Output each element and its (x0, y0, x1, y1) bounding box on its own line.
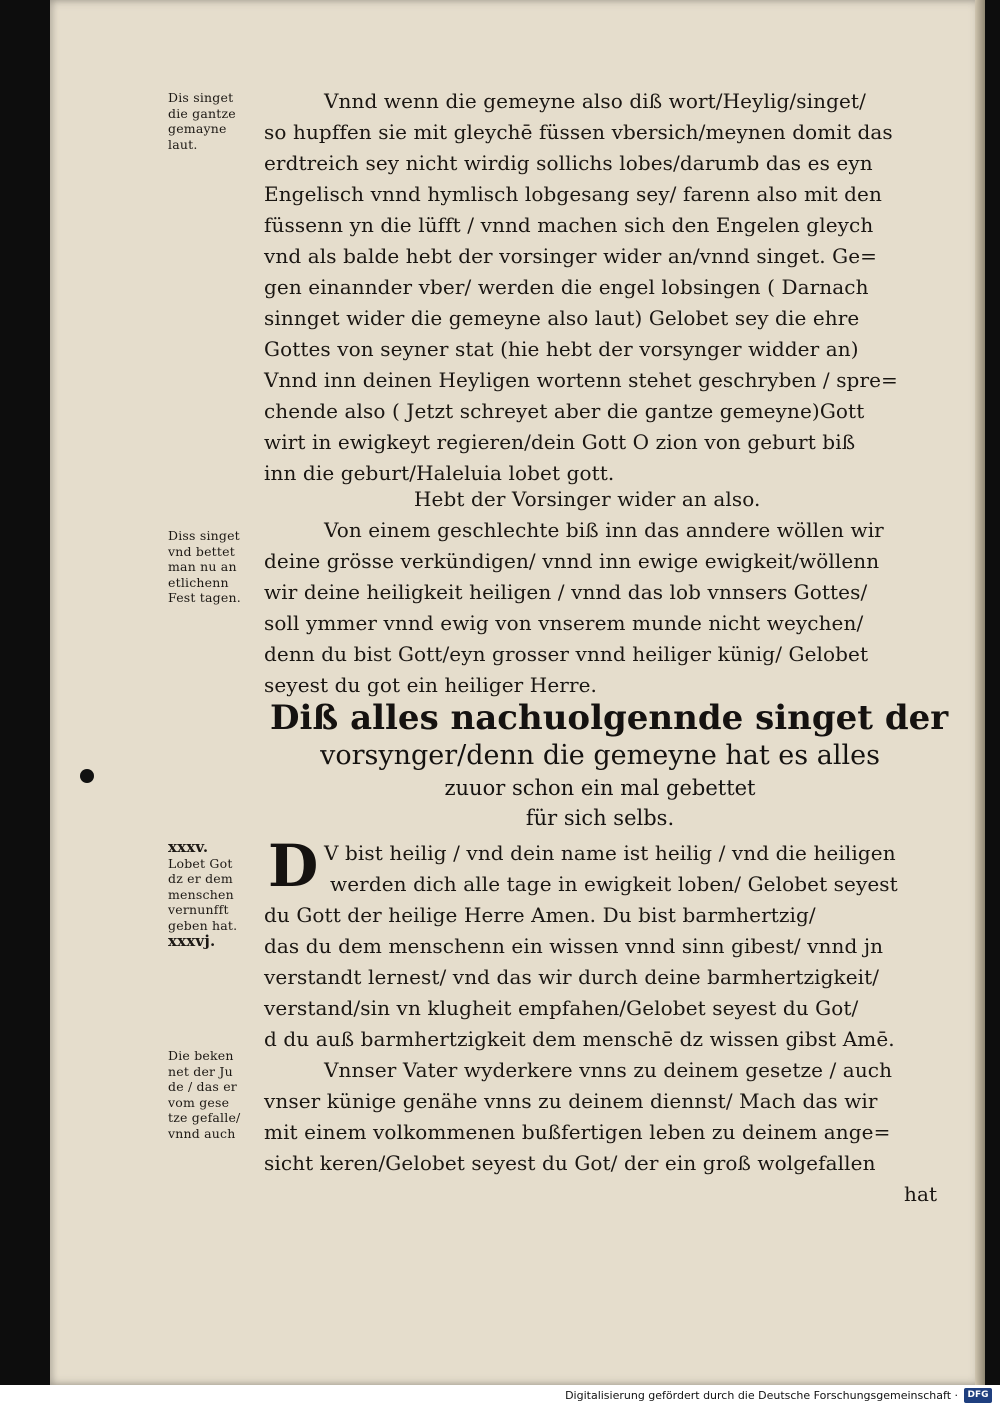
margin-note-line: vernunfft (168, 902, 229, 918)
body-text-line: Engelisch vnnd hymlisch lobgesang sey/ farenn also mit den (264, 182, 882, 206)
body-text-line: d du auß barmhertzigkeit dem menschē dz wissen gibst Amē. (264, 1027, 895, 1051)
section-heading-line: vorsynger/denn die gemeyne hat es alles (320, 740, 880, 771)
body-text-line: Vnnd wenn die gemeyne also diß wort/Heylig/singet/ (324, 89, 866, 113)
body-text-line: Vnnd inn deinen Heyligen wortenn stehet geschryben / spre= (264, 368, 898, 392)
body-text-line: sinnget wider die gemeyne also laut) Gelobet sey die ehre (264, 306, 860, 330)
drop-cap: D (268, 832, 319, 900)
margin-note-line: geben hat. (168, 917, 238, 933)
margin-note-line: net der Ju (168, 1063, 233, 1079)
body-text-line: gen einannder vber/ werden die engel lobsingen ( Darnach (264, 275, 869, 299)
margin-note-line: die gantze (168, 105, 236, 121)
body-text-line: deine grösse verkündigen/ vnnd inn ewige ewigkeit/wöllenn (264, 549, 880, 573)
body-text-line: vnser künige genähe vnns zu deinem diennst/ Mach das wir (264, 1089, 878, 1113)
body-text-line: Vnnser Vater wyderkere vnns zu deinem gesetze / auch (324, 1058, 893, 1082)
body-text-line: inn die geburt/Haleluia lobet gott. (264, 461, 615, 485)
ink-spot (80, 769, 94, 783)
catchword: hat (904, 1182, 938, 1206)
funding-credit: Digitalisierung gefördert durch die Deutsche Forschungsgemeinschaft · (565, 1389, 958, 1402)
margin-note-line: Lobet Got (168, 855, 233, 871)
body-text-line: Von einem geschlechte biß inn das anndere wöllen wir (324, 518, 884, 542)
body-text-line: so hupffen sie mit gleychē füssen vbersich/meynen domit das (264, 120, 893, 144)
margin-note-line: Diss singet (168, 528, 240, 543)
body-text-line: chende also ( Jetzt schreyet aber die gantze gemeyne)Gott (264, 399, 865, 423)
margin-note-line: Fest tagen. (168, 590, 241, 606)
body-text-line: denn du bist Gott/eyn grosser vnnd heiliger künig/ Gelobet (264, 642, 869, 666)
body-text-line: wirt in ewigkeyt regieren/dein Gott O zion von geburt biß (264, 430, 856, 454)
footer-bar (0, 1385, 1000, 1408)
body-text-line: wir deine heiligkeit heiligen / vnnd das lob vnnsers Gottes/ (264, 580, 868, 604)
margin-note-line: vnd bettet (168, 543, 235, 559)
margin-note-line: vnnd auch (168, 1125, 236, 1141)
margin-note-line: dz er dem (168, 871, 233, 887)
margin-note-4 (168, 1048, 262, 1142)
body-text-line: füssenn yn die lüfft / vnnd machen sich den Engelen gleych (264, 213, 874, 237)
body-text-line: V bist heilig / vnd dein name ist heilig / vnd die heiligen (324, 841, 896, 865)
margin-note-line: man nu an (168, 559, 237, 575)
body-text-line: Hebt der Vorsinger wider an also. (414, 487, 761, 511)
body-text-line: seyest du got ein heiliger Herre. (264, 673, 597, 697)
margin-note-2 (168, 528, 262, 606)
margin-note-line: Die beken (168, 1048, 234, 1063)
body-text-line: verstand/sin vn klugheit empfahen/Gelobet seyest du Got/ (264, 996, 859, 1020)
body-text-line: soll ymmer vnnd ewig von vnserem munde nicht weychen/ (264, 611, 864, 635)
margin-note-line: de / das er (168, 1079, 237, 1095)
chapter-number: xxxv. (168, 838, 209, 856)
body-text-line: du Gott der heilige Herre Amen. Du bist barmhertzig/ (264, 903, 816, 927)
margin-note-line: etlichenn (168, 574, 229, 590)
section-heading-line: zuuor schon ein mal gebettet (444, 776, 756, 800)
body-text-line: Gottes von seyner stat (hie hebt der vorsynger widder an) (264, 337, 859, 361)
margin-note-line: tze gefalle/ (168, 1110, 241, 1126)
margin-note-1 (168, 90, 262, 152)
margin-note-line: vom gese (168, 1094, 230, 1110)
margin-note-line: menschen (168, 886, 234, 902)
body-text-line: sicht keren/Gelobet seyest du Got/ der ein groß wolgefallen (264, 1151, 876, 1175)
body-text-line: das du dem menschenn ein wissen vnnd sinn gibest/ vnnd jn (264, 934, 884, 958)
margin-note-line: Dis singet (168, 90, 234, 105)
chapter-number: xxxvj. (168, 931, 216, 950)
body-text-line: werden dich alle tage in ewigkeit loben/ Gelobet seyest (330, 872, 898, 896)
section-heading-line: für sich selbs. (525, 806, 675, 830)
margin-note-line: gemayne (168, 121, 227, 137)
body-text-line: erdtreich sey nicht wirdig sollichs lobes/darumb das es eyn (264, 151, 873, 175)
body-text-line: vnd als balde hebt der vorsinger wider an/vnnd singet. Ge= (264, 244, 878, 268)
margin-note-3 (168, 840, 262, 949)
body-text-line: mit einem volkommenen bußfertigen leben zu deinem ange= (264, 1120, 891, 1144)
section-heading: Diß alles nachuolgennde singet der (270, 698, 949, 738)
margin-note-line: laut. (168, 136, 198, 152)
dfg-logo[interactable]: DFG (964, 1388, 992, 1403)
body-text-line: verstandt lernest/ vnd das wir durch deine barmhertzigkeit/ (264, 965, 880, 989)
